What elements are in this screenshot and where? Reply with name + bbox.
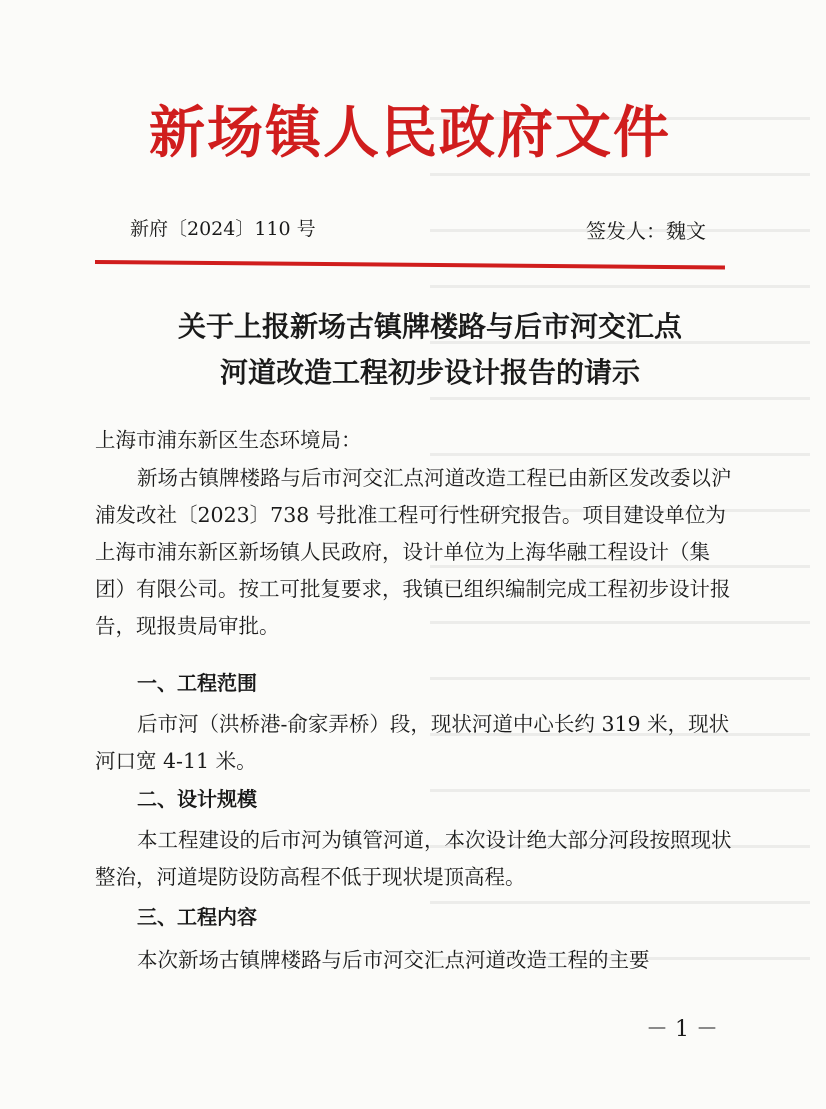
subject-line-2: 河道改造工程初步设计报告的请示: [219, 356, 640, 389]
subject-line-1: 关于上报新场古镇牌楼路与后市河交汇点: [177, 310, 682, 343]
page-number: － 1 －: [646, 1017, 718, 1042]
paragraph-content: 本次新场古镇牌楼路与后市河交汇点河道改造工程的主要: [137, 948, 650, 972]
document-subject: [80, 304, 780, 396]
paragraph-scope: 后市河（洪桥港-俞家弄桥）段，现状河道中心长约 319 米，现状河口宽 4-11 米。: [95, 712, 730, 773]
addressee: 上海市浦东新区生态环境局：: [95, 428, 362, 452]
paragraph-intro: 新场古镇牌楼路与后市河交汇点河道改造工程已由新区发改委以沪浦发改社〔2023〕738 号批准工程可行性研究报告。项目建设单位为上海市浦东新区新场镇人民政府，设计单位为上海华融工程设计（集团）有限公司。按工可批复要求，我镇已组织编制完成工程初步设计报告，现报贵局审批。: [95, 466, 732, 638]
section-heading-scale: 二、设计规模: [137, 787, 257, 811]
section-heading-scope: 一、工程范围: [137, 671, 257, 695]
section-heading-content: 三、工程内容: [137, 905, 257, 929]
signer: 签发人：魏文: [586, 219, 706, 243]
red-divider-line: [95, 260, 725, 269]
document-header-title: 新场镇人民政府文件: [149, 100, 671, 166]
document-number: 新府〔2024〕110 号: [130, 218, 316, 240]
paragraph-scale: 本工程建设的后市河为镇管河道，本次设计绝大部分河段按照现状整治，河道堤防设防高程不低于现状堤顶高程。: [95, 828, 732, 889]
